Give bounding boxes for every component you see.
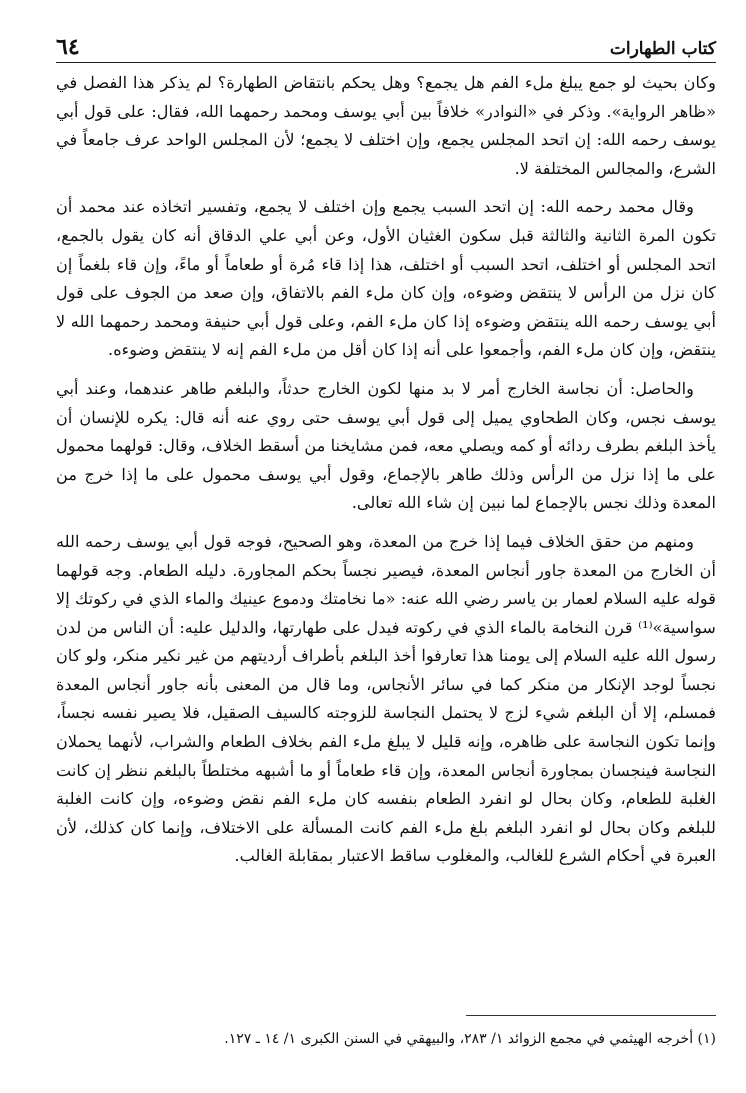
paragraph: وكان بحيث لو جمع يبلغ ملء الفم هل يجمع؟ وهل يحكم بانتقاض الطهارة؟ لم يذكر هذا الفصل في «ظاهر الرواية». وذكر في «النوادر» خلافاً بين أبي يوسف ومحمد رحمهما الله، فقال: على قول أبي يوسف رحمه الله: إن اتحد المجلس يجمع، وإن اختلف لا يجمع؛ لأن المجلس الواحد عرف جامعاً في الشرع، والمجالس المختلفة لا. <box>56 73 716 178</box>
page-number: ٦٤ <box>56 34 80 60</box>
paragraph: والحاصل: أن نجاسة الخارج أمر لا بد منها لكون الخارج حدثاً، والبلغم طاهر عندهما، وعند أبي يوسف نجس، وكان الطحاوي يميل إلى قول أبي يوسف حتى روي عنه أنه قال: يكره للإنسان أن يأخذ البلغم بطرف ردائه أو كمه ويصلي معه، فمن مشايخنا من أسقط الخلاف، وقال: قولهما محمول على ما إذا نزل من الرأس وذلك طاهر بالإجماع، وقول أبي يوسف محمول على ما إذا خرج من المعدة وذلك نجس بالإجماع لما نبين إن شاء الله تعالى. <box>56 378 716 513</box>
footnote-divider <box>466 1015 716 1016</box>
book-title: كتاب الطهارات <box>609 39 716 59</box>
paragraph: ومنهم من حقق الخلاف فيما إذا خرج من المعدة، وهو الصحيح، فوجه قول أبي يوسف رحمه الله أن الخارج من المعدة جاور أنجاس المعدة، فيصير نجساً بحكم المجاورة. دليله الطعام. وجه قولهما قوله عليه السلام لعمار بن ياسر رضي الله عنه: «ما نخامتك ودموع عينيك والماء الذي في ركوتك إلا سواسية»⁽¹⁾ قرن النخامة بالماء الذي في ركوته فيدل على طهارتها، والدليل عليه: أن الناس من لدن رسول الله عليه السلام إلى يومنا هذا تعارفوا أخذ البلغم بأطراف أرديتهم من غير نكير منكر، ولو كان نجساً لوجد الإنكار من منكر كما في سائر الأنجاس، وما قال من المعنى بأنه جاور أنجاس المعدة فمسلم، إلا أن البلغم شيء لزج لا يحتمل النجاسة للزوجته كالسيف الصقيل، فلا يصير نفسه نجساً، وإنما تكون النجاسة على ظاهره، وإنه قليل لا يبلغ ملء الفم بخلاف الطعام والشراب، لأنهما يحملان النجاسة فينجسان بمجاورة أنجاس المعدة، وإن قاء طعاماً أو ما أشبهه مختلطاً بالبلغم ننظر إن كانت الغلبة للطعام، وكان بحال لو انفرد الطعام بنفسه كان ملء الفم نقض وضوءه، وإن كانت الغلبة للبلغم وكان بحال لو انفرد البلغم بلغ ملء الفم كانت المسألة على الاختلاف، وإنما كان كذلك، لأن العبرة في أحكام الشرع للغالب، والمغلوب ساقط الاعتبار بمقابلة الغالب. <box>56 531 716 866</box>
main-text <box>56 69 716 871</box>
running-header <box>56 30 716 63</box>
book-page <box>56 30 716 1070</box>
paragraph: وقال محمد رحمه الله: إن اتحد السبب يجمع وإن اختلف لا يجمع، وتفسير اتخاذه عند محمد أن تكون المرة الثانية والثالثة قبل سكون الغثيان الأول، وعن أبي علي الدقاق أنه كان يقول بالجمع، اتحد المجلس أو اختلف، اتحد السبب أو اختلف، هذا إذا قاء مُرة أو طعاماً أو ماءً، وإن قاء بلغماً إن كان نزل من الرأس لا ينتقض وضوءه، وإن كان ملء الفم بالاتفاق، وإن صعد من الجوف على قول أبي يوسف رحمه الله ينتقض وضوءه إذا كان ملء الفم، وعلى قول أبي حنيفة ومحمد رحمهما الله لا ينتقض، وإن كان ملء الفم، وأجمعوا على أنه إذا كان أقل من ملء الفم إنه لا ينتقض وضوءه. <box>56 197 716 360</box>
footnote: (١) أخرجه الهيثمي في مجمع الزوائد ١/ ٢٨٣، والبيهقي في السنن الكبرى ١/ ١٤ ـ ١٢٧. <box>224 1031 716 1047</box>
